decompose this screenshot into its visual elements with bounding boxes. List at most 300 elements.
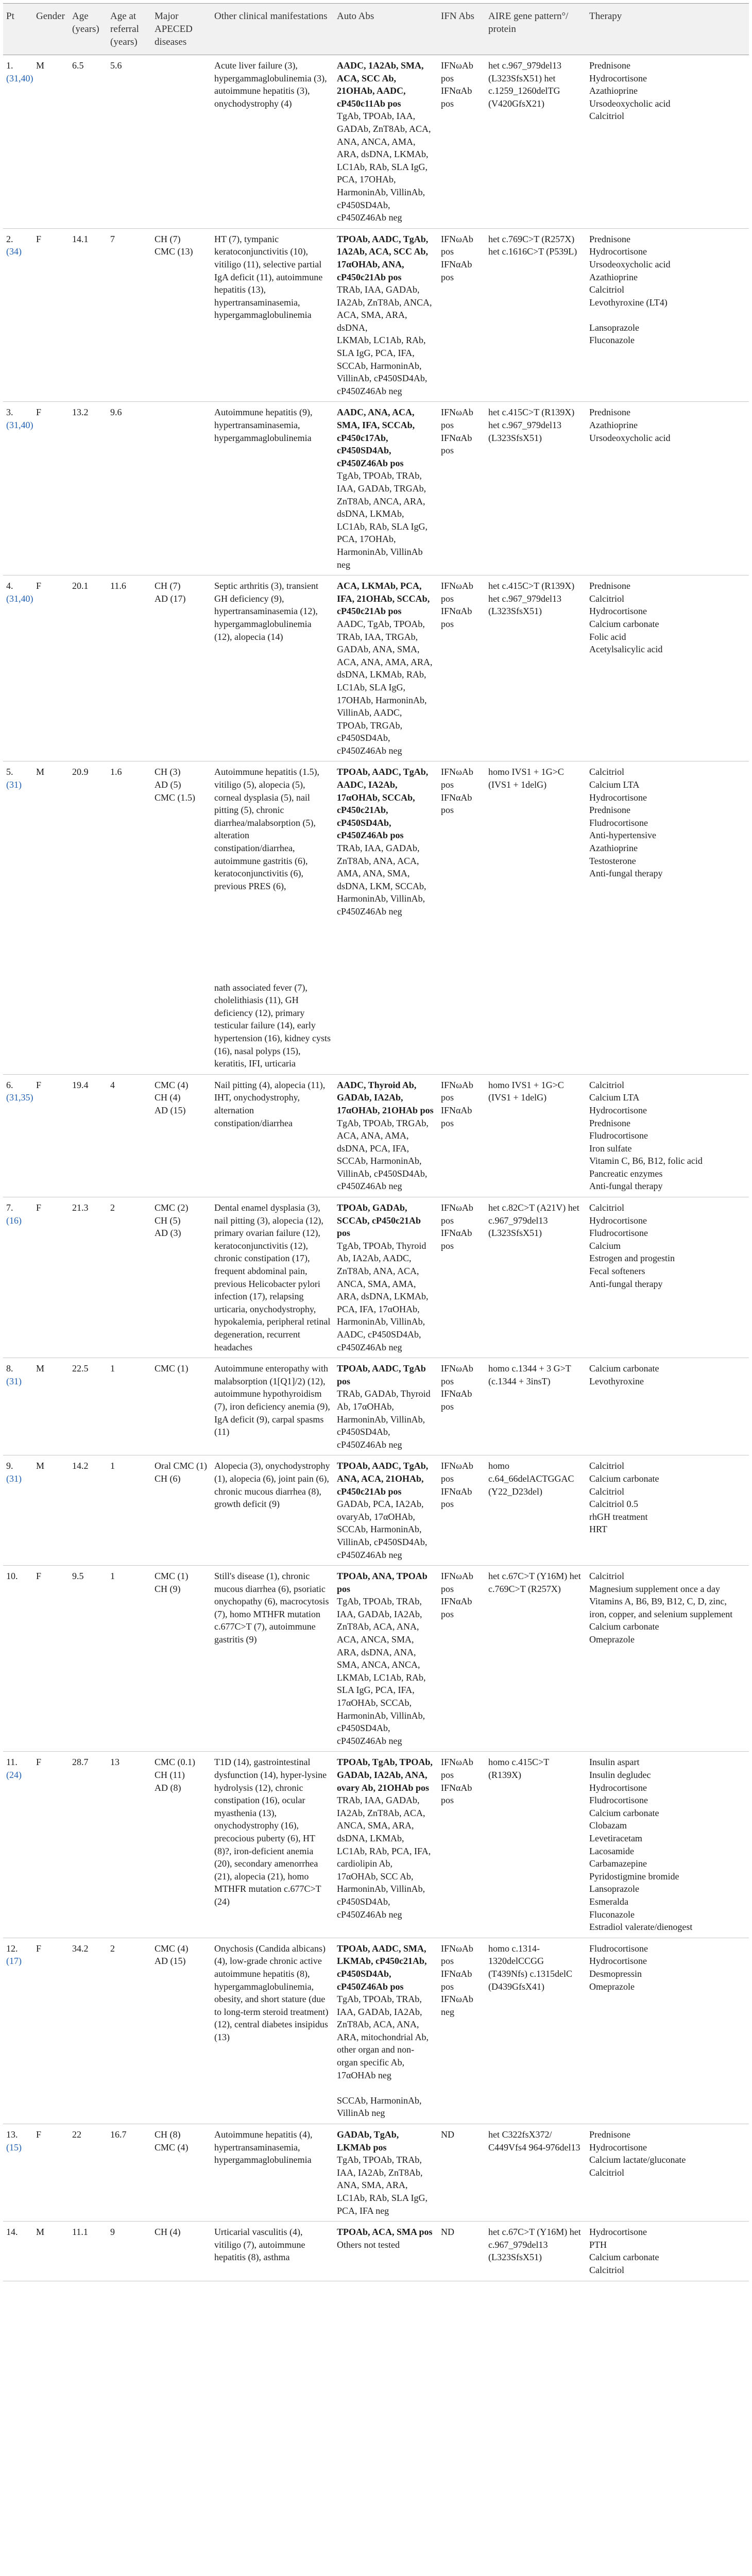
age-value: 20.1: [72, 581, 89, 591]
age-value: 9.5: [72, 1571, 84, 1582]
header-cell-ifn-abs: IFN Abs: [438, 4, 485, 55]
therapy-item: Hydrocortisone: [589, 792, 647, 803]
patient-number: 8.: [6, 1363, 13, 1374]
cell-therapy: [586, 1938, 749, 2124]
cell-therapy: [586, 1455, 749, 1566]
manifestation-text: HT (7), tympanic keratoconjunctivitis (10), vitiligo (11), selective partial IgA deficit (11), autoimmune hepatitis (13), hypertransaminasemia, hypergammaglobulinemia: [214, 233, 323, 320]
table-row: [3, 761, 749, 1074]
reference-link[interactable]: (17): [6, 1956, 22, 1967]
age-referral-value: 1: [110, 1461, 115, 1471]
table-row: [3, 1455, 749, 1566]
cell-other-manifestations: [211, 402, 334, 575]
age-referral-value: 5.6: [110, 60, 122, 71]
therapy-item: Calcitriol: [589, 1486, 624, 1497]
reference-link[interactable]: (31,35): [6, 1092, 33, 1103]
therapy-item: Fludrocortisone: [589, 1795, 648, 1806]
reference-link[interactable]: (31): [6, 779, 22, 790]
therapy-item: Folic acid: [589, 631, 626, 642]
cell-age-referral: [107, 228, 151, 402]
reference-link[interactable]: (24): [6, 1770, 22, 1780]
cell-aire: [485, 228, 586, 402]
cell-aire: [485, 761, 586, 1074]
ifn-abs-value: IFNωAb pos: [441, 767, 473, 790]
cell-age: [69, 2124, 107, 2222]
apeced-disease: CMC (4): [155, 1079, 189, 1090]
cell-auto-abs: [334, 2124, 438, 2222]
cell-patient: [3, 761, 33, 1074]
apeced-disease: CH (5): [155, 1215, 181, 1226]
ifn-abs-value: IFNωAb pos: [441, 60, 473, 83]
cell-ifn-abs: [438, 1752, 485, 1938]
manifestation-text: Nail pitting (4), alopecia (11), IHT, onychodystrophy, alternation constipation/diarrhea: [214, 1079, 326, 1128]
table-row: [3, 575, 749, 761]
therapy-item: Insulin aspart: [589, 1757, 640, 1768]
patient-number: 13.: [6, 2129, 18, 2140]
cell-age: [69, 1752, 107, 1938]
negative-abs: [337, 2081, 435, 2094]
cell-gender: [33, 1358, 69, 1455]
cell-apeced: [151, 1455, 211, 1566]
age-value: 14.2: [72, 1461, 89, 1471]
therapy-item: Calcitriol: [589, 1202, 624, 1213]
gender-value: F: [36, 407, 42, 418]
therapy-item: Calcium carbonate: [589, 1621, 659, 1632]
apeced-disease: AD (17): [155, 593, 186, 604]
cell-apeced: [151, 1938, 211, 2124]
cell-other-manifestations: [211, 1752, 334, 1938]
age-referral-value: 2: [110, 1202, 115, 1213]
therapy-item: Pyridostigmine bromide: [589, 1871, 679, 1882]
therapy-item: Calcitriol: [589, 1571, 624, 1582]
positive-abs: TPOAb, AADC, TgAb, 1A2Ab, ACA, SCC Ab, 17αOHAb, ANA, cP450c21Ab pos: [337, 233, 429, 282]
cell-patient: [3, 1455, 33, 1566]
header-row: [3, 4, 749, 55]
cell-other-manifestations: [211, 1455, 334, 1566]
negative-abs: TgAb, TPOAb, TRGAb, ACA, ANA, AMA, dsDNA, PCA, IFA, SCCAb, HarmoninAb, VillinAb, cP450SD4Ab, cP450Z46Ab neg: [337, 1117, 429, 1192]
cell-apeced: [151, 575, 211, 761]
cell-other-manifestations: [211, 55, 334, 229]
manifestation-text: Still's disease (1), chronic mucous diarrhea (6), psoriatic onychopathy (6), macrocytosis (7), homo MTHFR mutation c.677C>T (7), autoimmune gastritis (9): [214, 1571, 329, 1645]
positive-abs: TPOAb, AADC, TgAb, AADC, IA2Ab, 17αOHAb, SCCAb, cP450c21Ab, cP450SD4Ab, cP450Z46Ab pos: [337, 767, 429, 841]
apeced-disease: CMC (4): [155, 2142, 189, 2153]
cell-patient: [3, 1197, 33, 1358]
manifestation-text: [214, 956, 331, 969]
cell-ifn-abs: [438, 2124, 485, 2222]
manifestation-text: [214, 943, 331, 956]
cell-age: [69, 1938, 107, 2124]
reference-link[interactable]: (15): [6, 2142, 22, 2153]
patient-number: 2.: [6, 233, 13, 244]
negative-abs: TRAb, IAA, GADAb, ZnT8Ab, ANA, ACA, AMA, ANA, SMA, dsDNA, LKM, SCCAb, HarmoninAb, VillinAb, cP450Z46Ab neg: [337, 843, 426, 917]
apeced-disease: CMC (1.5): [155, 792, 196, 803]
cell-gender: [33, 575, 69, 761]
cell-ifn-abs: [438, 1566, 485, 1752]
cell-patient: [3, 228, 33, 402]
cell-ifn-abs: [438, 55, 485, 229]
therapy-item: Hydrocortisone: [589, 1782, 647, 1793]
header-cell-gender: Gender: [33, 4, 69, 55]
therapy-item: Calcitriol 0.5: [589, 1499, 638, 1510]
therapy-item: Azathioprine: [589, 420, 638, 431]
negative-abs: LKMAb, LC1Ab, RAb, SLA IgG, PCA, IFA, SCCAb, HarmoninAb, VillinAb, cP450SD4Ab, cP450Z46Ab neg: [337, 335, 428, 396]
age-referral-value: 7: [110, 233, 115, 244]
apeced-disease: CMC (1): [155, 1363, 189, 1374]
negative-abs: GADAb, PCA, IA2Ab, ovaryAb, 17αOHAb, SCCAb, HarmoninAb, VillinAb, cP450SD4Ab, cP450Z46Ab neg: [337, 1499, 428, 1560]
positive-abs: TPOAb, ANA, TPOAb pos: [337, 1571, 428, 1594]
ifn-abs-value: IFNωAb pos: [441, 1079, 473, 1103]
reference-link[interactable]: (34): [6, 246, 22, 257]
cell-apeced: [151, 228, 211, 402]
cell-aire: [485, 55, 586, 229]
positive-abs: AADC, 1A2Ab, SMA, ACA, SCC Ab, 21OHAb, AADC, cP450c11Ab pos: [337, 60, 424, 109]
apeced-disease: CMC (4): [155, 1943, 189, 1954]
table-row: [3, 2222, 749, 2281]
age-value: 19.4: [72, 1079, 89, 1090]
gender-value: F: [36, 1571, 42, 1582]
apeced-disease: CH (4): [155, 2227, 181, 2238]
table-row: [3, 1938, 749, 2124]
positive-abs: TPOAb, AADC, TgAb, ANA, ACA, 21OHAb, cP450c21Ab pos: [337, 1461, 429, 1497]
cell-aire: [485, 2124, 586, 2222]
negative-abs: TgAb, TPOAb, IAA, GADAb, ZnT8Ab, ACA, ANA, ANCA, AMA, ARA, dsDNA, LKMAb, LC1Ab, RAb, SLA IgG, PCA, 17OHAb, HarmoninAb, VillinAb, cP450SD4Ab, cP450Z46Ab neg: [337, 111, 431, 223]
therapy-item: Lacosamide: [589, 1845, 634, 1856]
aire-pattern: het c.769C>T (R257X) het c.1616C>T (P539L): [488, 233, 577, 257]
cell-auto-abs: [334, 1197, 438, 1358]
manifestation-text: [214, 321, 331, 334]
cell-apeced: [151, 402, 211, 575]
cell-therapy: [586, 1074, 749, 1197]
patient-number: 12.: [6, 1943, 18, 1954]
apeced-disease: CMC (0.1): [155, 1757, 196, 1768]
cell-patient: [3, 1938, 33, 2124]
cell-auto-abs: [334, 402, 438, 575]
manifestation-text: [214, 360, 331, 372]
cell-other-manifestations: [211, 761, 334, 1074]
therapy-item: Prednisone: [589, 805, 630, 816]
manifestation-text: Alopecia (3), onychodystrophy (1), alopecia (6), joint pain (6), chronic mucous diarrhea (8), growth deficit (9): [214, 1461, 330, 1510]
cell-age-referral: [107, 1074, 151, 1197]
negative-abs: TgAb, TPOAb, TRAb, IAA, GADAb, TRGAb, ZnT8Ab, ANCA, ARA, dsDNA, LKMAb, LC1Ab, RAb, SLA IgG, PCA, 17OHAb, HarmoninAb, VillinAb neg: [337, 470, 428, 570]
ifn-abs-value: IFNωAb pos: [441, 1943, 473, 1967]
cell-age: [69, 1566, 107, 1752]
ifn-abs-value: IFNαAb pos: [441, 606, 472, 629]
cell-therapy: [586, 1566, 749, 1752]
cell-patient: [3, 2124, 33, 2222]
manifestation-text: [214, 892, 331, 905]
apeced-disease: CH (6): [155, 1473, 181, 1484]
cell-age-referral: [107, 55, 151, 229]
age-referral-value: 13: [110, 1757, 119, 1768]
cell-ifn-abs: [438, 1358, 485, 1455]
cell-age: [69, 402, 107, 575]
cell-aire: [485, 575, 586, 761]
cell-therapy: [586, 761, 749, 1074]
cell-auto-abs: [334, 55, 438, 229]
therapy-item: Esmeralda: [589, 1896, 628, 1907]
cell-aire: [485, 1752, 586, 1938]
table-row: [3, 402, 749, 575]
therapy-item: Hydrocortisone: [589, 246, 647, 257]
manifestation-text: Autoimmune enteropathy with malabsorption (1[Q1]/2) (12), autoimmune hypothyroidism (7), iron deficiency anemia (9), IgA deficit (9), carpal spasms (11): [214, 1363, 330, 1437]
cell-age-referral: [107, 2124, 151, 2222]
cell-auto-abs: [334, 1358, 438, 1455]
age-referral-value: 9.6: [110, 407, 122, 418]
cell-auto-abs: [334, 1566, 438, 1752]
age-referral-value: 9: [110, 2227, 115, 2238]
header-cell-therapy: Therapy: [586, 4, 749, 55]
clinical-table: [3, 3, 749, 2281]
therapy-item: Calcium carbonate: [589, 2252, 659, 2263]
reference-link[interactable]: (31): [6, 1473, 22, 1484]
cell-other-manifestations: [211, 2222, 334, 2281]
therapy-item: Calcium carbonate: [589, 1363, 659, 1374]
therapy-item: Clobazam: [589, 1820, 627, 1831]
header-cell-age-referral: Age at referral (years): [107, 4, 151, 55]
cell-age-referral: [107, 402, 151, 575]
cell-apeced: [151, 761, 211, 1074]
therapy-item: Anti-hypertensive: [589, 830, 656, 841]
cell-auto-abs: [334, 1938, 438, 2124]
therapy-item: Calcium lactate/gluconate: [589, 2155, 686, 2165]
cell-age-referral: [107, 1752, 151, 1938]
header-cell-auto-abs: Auto Abs: [334, 4, 438, 55]
negative-abs: AADC, TgAb, TPOAb, TRAb, IAA, TRGAb, GADAb, ANA, SMA, ACA, ANA, AMA, ARA, dsDNA, LKMAb, RAb, LC1Ab, SLA IgG, 17OHAb, HarmoninAb, VillinAb, AADC, TPOAb, TRGAb, cP450SD4Ab, cP450Z46Ab neg: [337, 618, 433, 756]
apeced-disease: AD (15): [155, 1956, 186, 1967]
patient-number: 6.: [6, 1079, 13, 1090]
ifn-abs-value: IFNωAb pos: [441, 407, 473, 431]
age-value: 21.3: [72, 1202, 89, 1213]
cell-age-referral: [107, 575, 151, 761]
positive-abs: GADAb, TgAb, LKMAb pos: [337, 2129, 399, 2153]
apeced-disease: CH (9): [155, 1583, 181, 1594]
cell-other-manifestations: [211, 1358, 334, 1455]
negative-abs: Others not tested: [337, 2239, 400, 2250]
cell-other-manifestations: [211, 575, 334, 761]
cell-apeced: [151, 1752, 211, 1938]
therapy-item: Prednisone: [589, 1117, 630, 1128]
positive-abs: AADC, ANA, ACA, SMA, IFA, SCCAb, cP450c17Ab, cP450SD4Ab, cP450Z46Ab pos: [337, 407, 415, 468]
aire-pattern: het c.82C>T (A21V) het c.967_979del13 (L323SfsX51): [488, 1202, 579, 1239]
aire-pattern: homo IVS1 + 1G>C (IVS1 + 1delG): [488, 767, 564, 790]
therapy-item: Prednisone: [589, 233, 630, 244]
cell-other-manifestations: [211, 1074, 334, 1197]
cell-patient: [3, 1074, 33, 1197]
cell-therapy: [586, 55, 749, 229]
therapy-item: rhGH treatment: [589, 1511, 648, 1522]
manifestation-text: Autoimmune hepatitis (9), hypertransaminasemia, hypergammaglobulinemia: [214, 407, 313, 443]
cell-apeced: [151, 1358, 211, 1455]
cell-gender: [33, 1938, 69, 2124]
therapy-item: [589, 309, 746, 321]
therapy-item: Fluconazole: [589, 1909, 635, 1920]
manifestation-text: T1D (14), gastrointestinal dysfunction (14), hyper-lysine hydrolysis (12), chronic constipation (16), ocular myasthenia (13), onychodystrophy (16), precocious puberty (6), HT (8)?, iron-deficient anemia (20), secondary amenorrhea (21), alopecia (21), homo MTHFR mutation c.677C>T (24): [214, 1757, 327, 1907]
therapy-item: Azathioprine: [589, 86, 638, 96]
cell-age-referral: [107, 1197, 151, 1358]
ifn-abs-value: IFNωAb pos: [441, 1202, 473, 1226]
cell-aire: [485, 1074, 586, 1197]
cell-patient: [3, 1358, 33, 1455]
therapy-item: Carbamazepine: [589, 1858, 647, 1869]
manifestation-text: [214, 334, 331, 347]
positive-abs: TPOAb, TgAb, TPOAb, GADAb, IA2Ab, ANA, ovary Ab, 21OHAb pos: [337, 1757, 433, 1793]
ifn-abs-value: IFNωAb neg: [441, 1994, 473, 2017]
age-referral-value: 16.7: [110, 2129, 127, 2140]
reference-link[interactable]: (31,40): [6, 73, 33, 83]
therapy-item: Fludrocortisone: [589, 1130, 648, 1141]
cell-ifn-abs: [438, 2222, 485, 2281]
therapy-item: Omeprazole: [589, 1634, 635, 1645]
therapy-item: Prednisone: [589, 407, 630, 418]
therapy-item: Calcitriol: [589, 2264, 624, 2275]
aire-pattern: het c.67C>T (Y16M) het c.769C>T (R257X): [488, 1571, 581, 1594]
apeced-disease: AD (8): [155, 1782, 181, 1793]
therapy-item: Vitamin C, B6, B12, folic acid: [589, 1156, 703, 1166]
table-header: [3, 4, 749, 55]
cell-auto-abs: [334, 228, 438, 402]
cell-therapy: [586, 2124, 749, 2222]
apeced-disease: CH (7): [155, 233, 181, 244]
therapy-item: PTH: [589, 2239, 607, 2250]
cell-age-referral: [107, 761, 151, 1074]
age-referral-value: 1.6: [110, 767, 122, 777]
reference-link[interactable]: (16): [6, 1215, 22, 1226]
manifestation-text: nath associated fever (7), cholelithiasis (11), GH deficiency (12), primary testicular failure (14), early hypertension (16), kidney cysts (16), nasal polyps (15), keratitis, IFI, urticaria: [214, 982, 331, 1069]
positive-abs: ACA, LKMAb, PCA, IFA, 21OHAb, SCCAb, cP450c21Ab pos: [337, 581, 430, 617]
therapy-item: Fludrocortisone: [589, 817, 648, 828]
ifn-abs-value: IFNαAb pos: [441, 1486, 472, 1510]
reference-link[interactable]: (31,40): [6, 593, 33, 604]
therapy-item: Omeprazole: [589, 1981, 635, 1992]
therapy-item: Ursodeoxycholic acid: [589, 259, 671, 269]
cell-ifn-abs: [438, 1938, 485, 2124]
negative-abs: TgAb, TPOAb, TRAb, IAA, IA2Ab, ZnT8Ab, ANA, SMA, ARA, LC1Ab, RAb, SLA IgG, PCA, IFA neg: [337, 2155, 428, 2216]
gender-value: F: [36, 2129, 42, 2140]
manifestation-text: Septic arthritis (3), transient GH deficiency (9), hypertransaminasemia (12), hypergammaglobulinemia (12), alopecia (14): [214, 581, 318, 642]
header-cell-apeced: Major APECED diseases: [151, 4, 211, 55]
cell-therapy: [586, 1358, 749, 1455]
header-cell-pt: Pt: [3, 4, 33, 55]
cell-gender: [33, 228, 69, 402]
age-value: 11.1: [72, 2227, 88, 2238]
cell-patient: [3, 402, 33, 575]
ifn-abs-value: IFNωAb pos: [441, 1363, 473, 1386]
cell-therapy: [586, 402, 749, 575]
reference-link[interactable]: (31): [6, 1376, 22, 1386]
negative-abs: SCCAb, HarmoninAb, VillinAb neg: [337, 2095, 422, 2119]
age-referral-value: 11.6: [110, 581, 126, 591]
negative-abs: TgAb, TPOAb, Thyroid Ab, IA2Ab, AADC, ZnT8Ab, ANA, ACA, ANCA, SMA, AMA, ARA, dsDNA, LKMAb, PCA, IFA, 17αOHAb, HarmoninAb, VillinAb, AADC, cP450SD4Ab, cP450Z46Ab neg: [337, 1240, 429, 1352]
aire-pattern: homo c.415C>T (R139X): [488, 1757, 549, 1780]
negative-abs: TgAb, TPOAb, TRAb, IAA, GADAb, IA2Ab, ZnT8Ab, ACA, ANA, ARA, mitochondrial Ab, other organ and non-organ specific Ab, 17αOHAb neg: [337, 1994, 429, 2080]
cell-auto-abs: [334, 575, 438, 761]
cell-ifn-abs: [438, 402, 485, 575]
cell-age: [69, 761, 107, 1074]
gender-value: M: [36, 1461, 45, 1471]
cell-auto-abs: [334, 1074, 438, 1197]
cell-age: [69, 1358, 107, 1455]
cell-auto-abs: [334, 2222, 438, 2281]
therapy-item: Vitamins A, B6, B9, B12, C, D, zinc, iron, copper, and selenium supplement: [589, 1596, 733, 1619]
cell-apeced: [151, 2222, 211, 2281]
cell-therapy: [586, 2222, 749, 2281]
cell-age: [69, 1074, 107, 1197]
cell-other-manifestations: [211, 1566, 334, 1752]
age-value: 28.7: [72, 1757, 89, 1768]
apeced-disease: CH (4): [155, 1092, 181, 1103]
cell-aire: [485, 1566, 586, 1752]
cell-aire: [485, 1938, 586, 2124]
cell-apeced: [151, 55, 211, 229]
cell-aire: [485, 2222, 586, 2281]
therapy-item: Iron sulfate: [589, 1143, 632, 1154]
ifn-abs-value: IFNωAb pos: [441, 1757, 473, 1780]
patient-number: 9.: [6, 1461, 13, 1471]
patient-number: 7.: [6, 1202, 13, 1213]
patient-number: 4.: [6, 581, 13, 591]
therapy-item: Prednisone: [589, 581, 630, 591]
table-body: [3, 55, 749, 2281]
cell-age: [69, 1197, 107, 1358]
age-value: 14.1: [72, 233, 89, 244]
cell-aire: [485, 1455, 586, 1566]
cell-gender: [33, 1752, 69, 1938]
apeced-disease: CH (3): [155, 767, 181, 777]
cell-age: [69, 55, 107, 229]
age-value: 20.9: [72, 767, 89, 777]
ifn-abs-value: IFNαAb pos: [441, 1968, 472, 1992]
gender-value: F: [36, 1202, 42, 1213]
table-row: [3, 2124, 749, 2222]
cell-patient: [3, 2222, 33, 2281]
manifestation-text: [214, 930, 331, 943]
therapy-item: HRT: [589, 1524, 607, 1535]
apeced-disease: CH (7): [155, 581, 181, 591]
positive-abs: TPOAb, AADC, SMA, LKMAb, cP450c21Ab, cP450SD4Ab, cP450Z46Ab pos: [337, 1943, 427, 1992]
apeced-disease: CH (11): [155, 1770, 185, 1780]
therapy-item: Estradiol valerate/dienogest: [589, 1922, 693, 1933]
therapy-item: Calcitriol: [589, 2167, 624, 2178]
cell-gender: [33, 55, 69, 229]
cell-ifn-abs: [438, 1455, 485, 1566]
ifn-abs-value: IFNαAb pos: [441, 86, 472, 109]
table-row: [3, 1566, 749, 1752]
aire-pattern: homo c.1314-1320delCCGG (T439Nfs) c.1315delC (D439GfsX41): [488, 1943, 572, 1992]
cell-aire: [485, 402, 586, 575]
aire-pattern: het c.415C>T (R139X) het c.967_979del13 (L323SfsX51): [488, 407, 575, 443]
manifestation-text: Onychosis (Candida albicans) (4), low-grade chronic active autoimmune hepatitis (8), hypergammaglobulinemia, obesity, and short stature (due to long-term steroid treatment) (12), central diabetes insipidus (13): [214, 1943, 329, 2042]
table-row: [3, 228, 749, 402]
ifn-abs-value: IFNωAb pos: [441, 233, 473, 257]
cell-therapy: [586, 228, 749, 402]
cell-gender: [33, 2124, 69, 2222]
gender-value: F: [36, 233, 42, 244]
cell-age: [69, 575, 107, 761]
reference-link[interactable]: (31,40): [6, 420, 33, 431]
cell-auto-abs: [334, 1752, 438, 1938]
cell-ifn-abs: [438, 228, 485, 402]
aire-pattern: het c.67C>T (Y16M) het c.967_979del13 (L323SfsX51): [488, 2227, 581, 2263]
gender-value: F: [36, 581, 42, 591]
therapy-item: Lansoprazole: [589, 1884, 639, 1894]
manifestation-text: [214, 372, 331, 385]
cell-apeced: [151, 1197, 211, 1358]
table-row: [3, 1074, 749, 1197]
gender-value: F: [36, 1943, 42, 1954]
table-row: [3, 1197, 749, 1358]
cell-patient: [3, 1752, 33, 1938]
manifestation-text: [214, 969, 331, 981]
therapy-item: Fludrocortisone: [589, 1228, 648, 1239]
